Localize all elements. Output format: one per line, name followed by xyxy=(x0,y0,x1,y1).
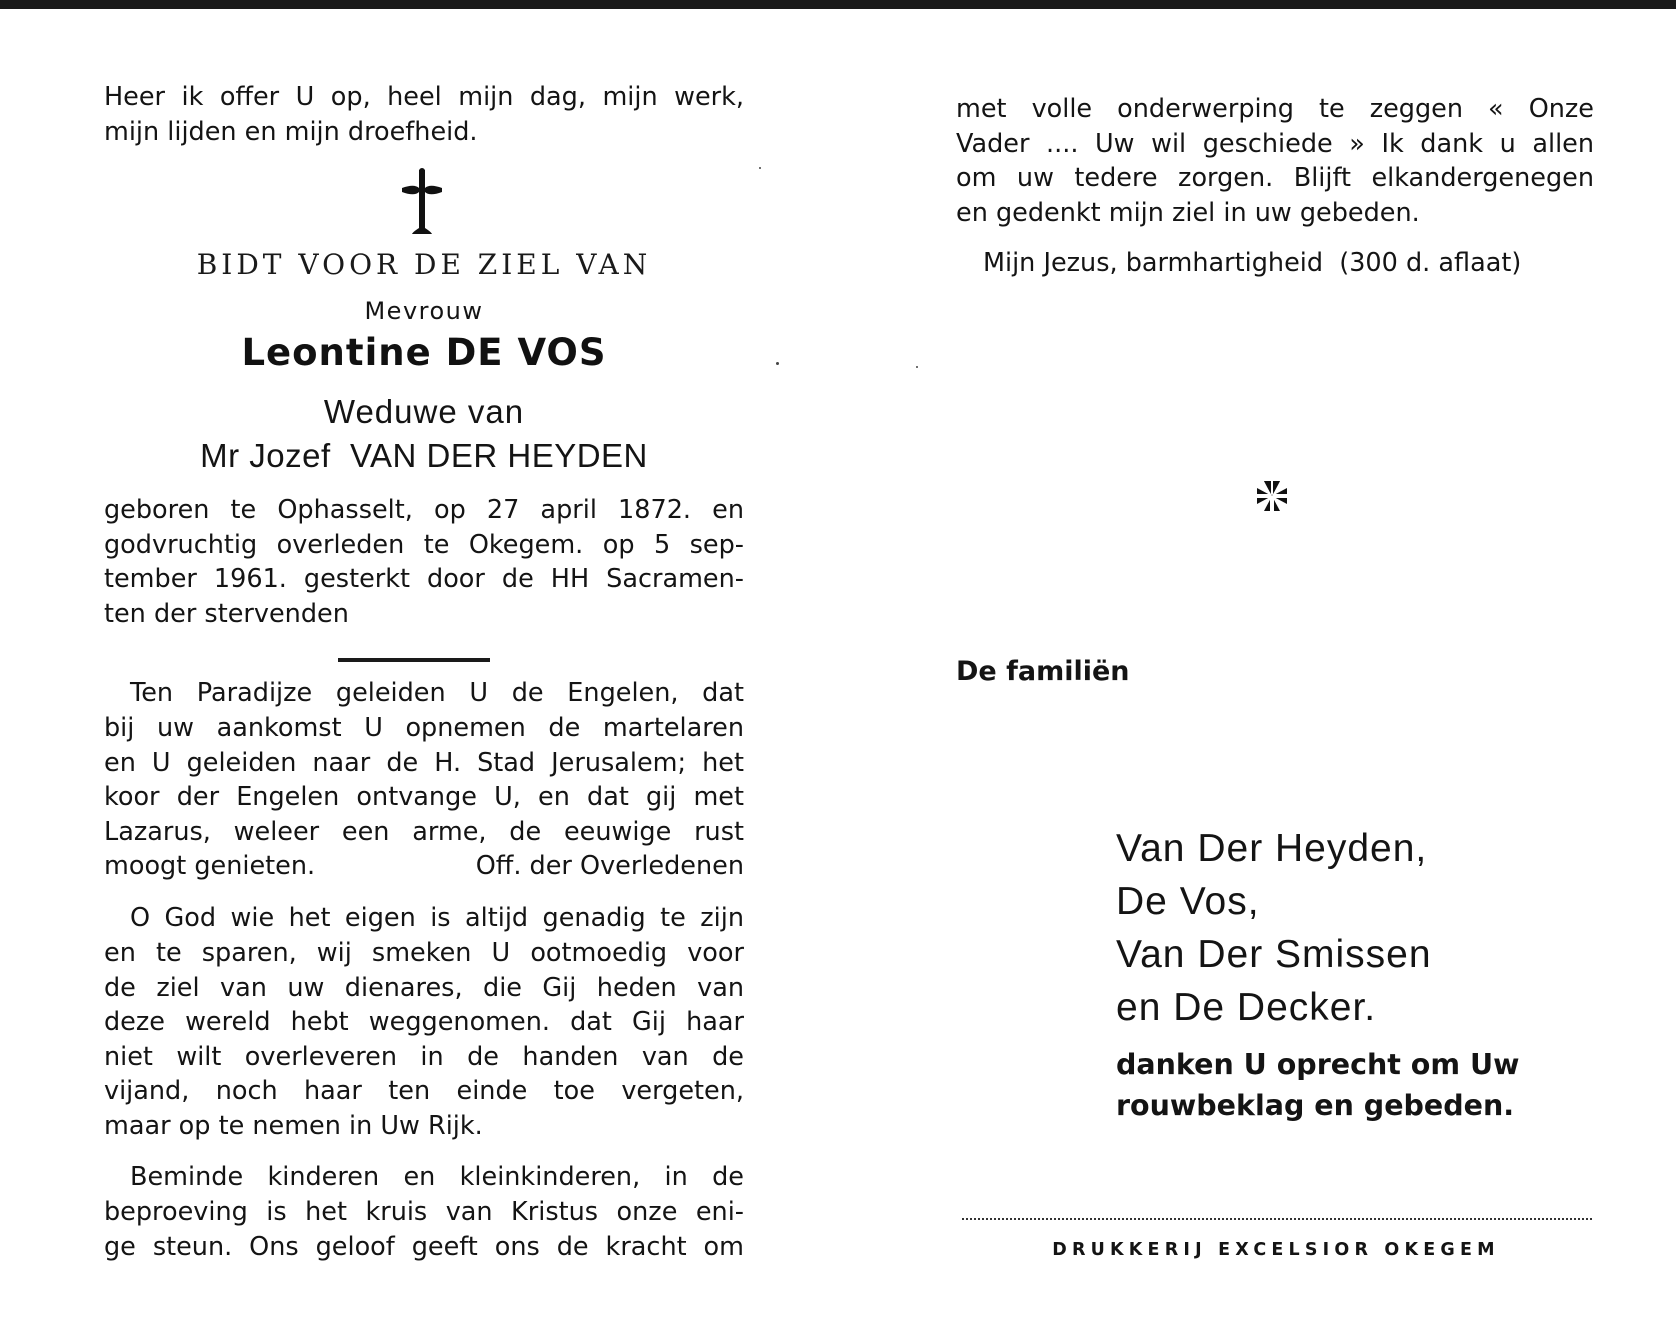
prayer-paradise-line: Ten Paradijze geleiden U de Engelen, dat xyxy=(130,678,744,708)
address-children-line: beproeving is het kruis van Kristus onze eni- xyxy=(104,1197,744,1227)
prayer-paradise-line: Lazarus, weleer een arme, de eeuwige rust xyxy=(104,816,744,847)
prayer-paradise-line: bij uw aankomst U opnemen de martelaren xyxy=(104,713,744,743)
prayer-paradise-end xyxy=(104,849,744,884)
opening-prayer-end xyxy=(104,115,744,150)
opening-prayer-line: mijn lijden en mijn droefheid. xyxy=(104,117,478,147)
deceased-name: Leontine DE VOS xyxy=(241,331,607,374)
prayer-god-line: vijand, noch haar ten einde toe vergeten, xyxy=(104,1076,744,1107)
dotted-rule xyxy=(962,1218,1592,1220)
opening-prayer xyxy=(104,80,744,115)
prayer-paradise-line: koor der Engelen ontvange U, en dat gij met xyxy=(104,782,744,813)
prayer-god-line: O God wie het eigen is altijd genadig te zijn xyxy=(130,903,744,933)
continuation-line: met volle onderwerping te zeggen « Onze xyxy=(956,94,1594,124)
family-name: en De Decker. xyxy=(1116,986,1377,1029)
bio xyxy=(104,493,744,597)
address-children-line: Beminde kinderen en kleinkinderen, in de xyxy=(130,1162,744,1192)
section-divider xyxy=(338,658,490,662)
families-label: De familiën xyxy=(956,656,1130,687)
right-panel xyxy=(838,0,1676,1340)
bio-line: ten der stervenden xyxy=(104,599,349,629)
prayer-god-line: en te sparen, wij smeken U ootmoedig voor xyxy=(104,938,744,968)
thanks-line: rouwbeklag en gebeden. xyxy=(1116,1089,1515,1122)
prayer-god-body xyxy=(104,936,744,1109)
prayer-source: Off. der Overledenen xyxy=(475,851,744,881)
prayer-paradise-last: moogt genieten. xyxy=(104,851,316,881)
continuation-line: om uw tedere zorgen. Blijft elkandergenegen xyxy=(956,163,1594,194)
header-pray-for: BIDT VOOR DE ZIEL VAN xyxy=(196,248,652,281)
continuation xyxy=(956,92,1594,196)
husband-name: Mr Jozef VAN DER HEYDEN xyxy=(200,437,648,474)
thanks-line: danken U oprecht om Uw xyxy=(1116,1048,1520,1081)
print-speck xyxy=(776,362,779,365)
prayer-god-line: de ziel van uw dienares, die Gij heden van xyxy=(104,972,744,1003)
opening-prayer-line: Heer ik offer U op, heel mijn dag, mijn werk, xyxy=(104,82,744,112)
address-children xyxy=(104,1160,744,1195)
prayer-god-line: deze wereld hebt weggenomen. dat Gij haar xyxy=(104,1007,744,1038)
family-name: De Vos, xyxy=(1116,880,1260,923)
address-children-body xyxy=(104,1195,744,1264)
bio-line: godvruchtig overleden te Okegem. op 5 sep- xyxy=(104,529,744,560)
continuation-line: Vader .... Uw wil geschiede » Ik dank u allen xyxy=(956,128,1594,159)
maltese-cross-icon xyxy=(1256,480,1288,512)
continuation-last: en gedenkt mijn ziel in uw gebeden. xyxy=(956,198,1420,228)
family-name: Van Der Smissen xyxy=(1116,933,1432,976)
prayer-paradise-line: en U geleiden naar de H. Stad Jerusalem; het xyxy=(104,747,744,778)
bio-line: tember 1961. gesterkt door de HH Sacramen- xyxy=(104,564,744,595)
bio-line: geboren te Ophasselt, op 27 april 1872. en xyxy=(104,495,744,525)
prayer-god-line: niet wilt overleveren in de handen van de xyxy=(104,1041,744,1072)
title-mevrouw: Mevrouw xyxy=(364,297,484,325)
prayer-god-end xyxy=(104,1109,744,1144)
prayer-paradise xyxy=(104,676,744,711)
print-speck xyxy=(759,167,761,169)
widow-of: Weduwe van xyxy=(323,393,525,430)
address-children-line: ge steun. Ons geloof geeft ons de kracht om xyxy=(104,1231,744,1262)
thanks xyxy=(1116,1044,1596,1126)
prayer-god-last: maar op te nemen in Uw Rijk. xyxy=(104,1111,483,1141)
indulgence: Mijn Jezus, barmhartigheid (300 d. aflaat) xyxy=(983,248,1522,278)
families-list xyxy=(1116,822,1596,1034)
family-name: Van Der Heyden, xyxy=(1116,827,1428,870)
prayer-god xyxy=(104,901,744,936)
continuation-end xyxy=(956,196,1594,231)
bio-end xyxy=(104,597,744,632)
printer-imprint: DRUKKERIJ EXCELSIOR OKEGEM xyxy=(1052,1240,1500,1260)
print-speck xyxy=(916,366,918,368)
prayer-paradise-body xyxy=(104,711,744,849)
latin-cross-icon xyxy=(398,168,446,236)
